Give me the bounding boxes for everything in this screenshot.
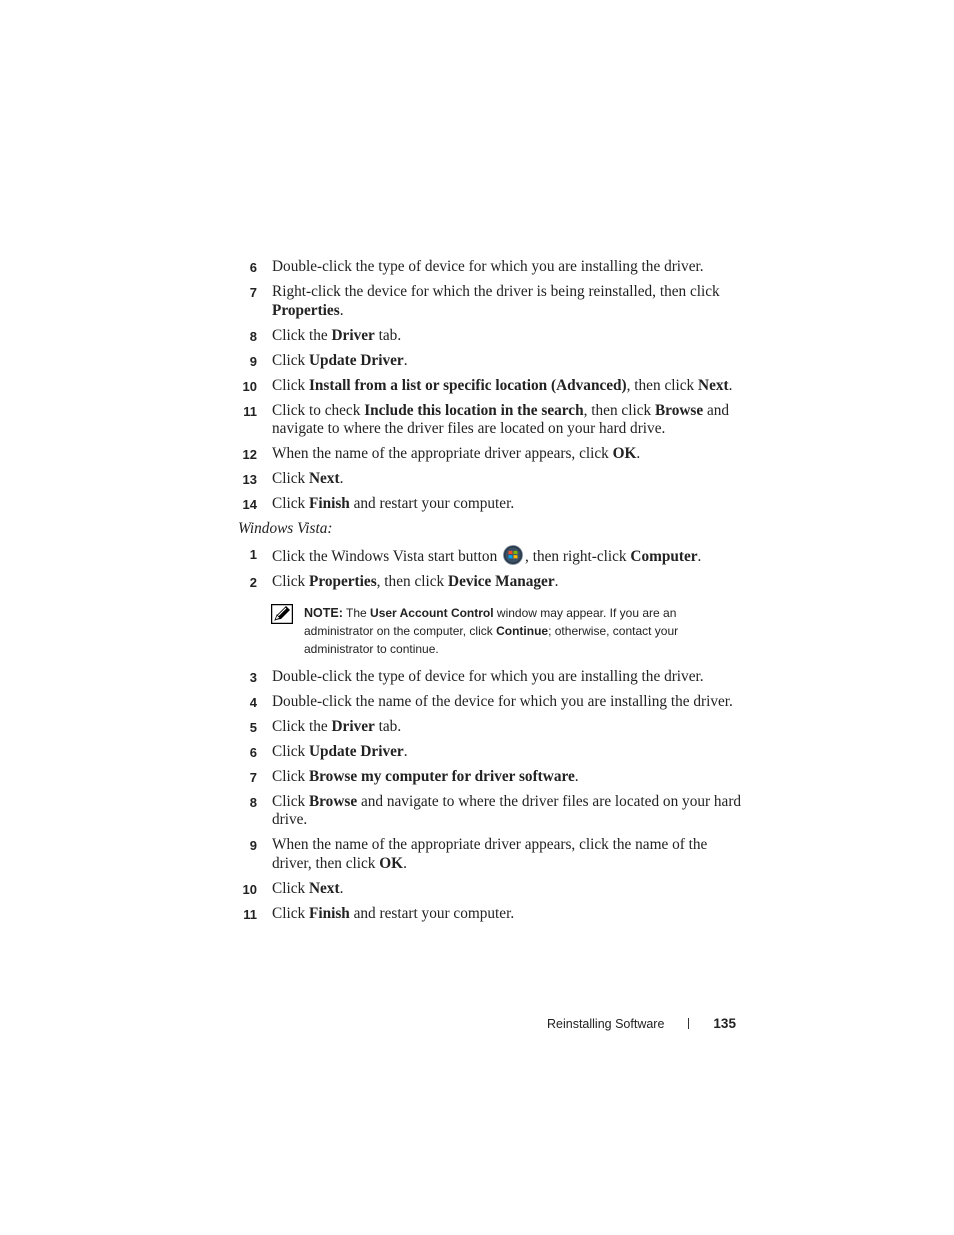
text-run: . [339,879,344,897]
text-run: , then right-click [525,548,631,565]
ui-term: Device Manager [448,573,555,590]
step-number: 5 [249,719,257,735]
vista-steps-list-2 [238,668,748,924]
xp-steps-list [238,258,748,514]
text-run: . [339,301,344,319]
ui-term: Properties [308,573,377,590]
text-run: Click [272,376,309,394]
step-number: 6 [249,260,257,275]
text-run: window may appear. If you are an administrator on the computer, click [304,605,677,638]
step-text [272,693,733,710]
step-text [272,283,720,319]
ui-term: Driver [331,717,375,735]
step-text [272,402,729,438]
text-run: . [697,548,702,565]
page-footer [547,1016,736,1031]
text-run: Click [272,767,309,785]
step-number: 10 [242,378,257,394]
ui-term: Computer [630,548,698,565]
ui-term: Browse [308,792,358,810]
text-run: . [403,742,408,760]
step-item [238,495,748,514]
note-label: NOTE: [304,605,343,620]
ui-term: Install from a list or specific location (Advanced) [308,376,627,394]
text-run: Click [272,904,309,922]
step-number: 10 [242,881,257,897]
ui-term: Update Driver [308,742,404,760]
step-item [238,743,748,762]
step-item [238,836,748,873]
step-text [272,793,741,829]
ui-term: Properties [272,301,340,319]
text-run: and navigate to where the driver files are located on your hard drive. [272,792,742,828]
text-run: . [574,767,579,785]
text-run: Click the Windows Vista start button [272,548,502,565]
step-text [272,495,514,512]
step-item [238,445,748,464]
text-run: The [342,605,371,620]
footer-divider [688,1018,689,1029]
step-item [238,693,748,712]
step-number: 8 [249,328,257,344]
text-run: Click [272,470,309,487]
text-run: and navigate to where the driver files are located on your hard drive. [272,401,730,437]
vista-steps-list-1 [238,545,748,592]
text-run: Click [272,573,309,590]
step-text [272,768,579,785]
note-box [238,604,716,658]
text-run: Click [272,351,309,369]
step-text [272,377,732,394]
text-run: Click the [272,717,332,735]
text-run: . [339,470,344,487]
text-run: , then click [583,401,655,419]
step-number: 7 [249,769,257,785]
ui-term: OK [612,445,637,462]
step-number: 11 [243,906,257,922]
step-item [238,352,748,371]
step-item [238,573,748,592]
windows-vista-subheading: Windows Vista: [238,520,333,537]
step-item [238,377,748,396]
text-run: Click to check [272,401,365,419]
ui-term: Browse [654,401,704,419]
step-text [272,548,701,565]
step-item [238,880,748,899]
text-run: When the name of the appropriate driver appears, click [272,445,613,462]
text-run: Click [272,879,309,897]
text-run: , then click [376,573,449,590]
text-run: . [403,351,408,369]
note-text [304,606,678,656]
step-number: 1 [249,547,257,562]
text-run: and restart your computer. [349,495,515,512]
step-text [272,836,707,872]
step-text [272,880,343,897]
step-text [272,327,401,344]
step-number: 12 [242,447,257,462]
ui-term: Finish [308,495,350,512]
step-number: 3 [249,669,257,685]
step-item [238,668,748,687]
windows-start-icon [503,545,523,565]
step-number: 4 [249,694,257,710]
text-run: Double-click the type of device for which you are installing the driver. [272,667,704,685]
ui-term: Next [308,879,340,897]
text-run: . [636,445,641,462]
step-text [272,258,704,275]
step-number: 8 [249,794,257,810]
ui-term: Update Driver [308,351,404,369]
ui-term: Continue [496,623,549,638]
ui-term: Next [698,376,729,394]
step-number: 14 [242,497,257,512]
step-item [238,905,748,924]
text-run: Click [272,495,309,512]
text-run: . [728,376,733,394]
step-item [238,258,748,277]
page-content [238,258,748,930]
step-text [272,668,704,685]
step-item [238,768,748,787]
step-number: 7 [249,285,257,300]
text-run: Click [272,742,309,760]
step-number: 2 [249,575,257,590]
step-item [238,545,748,567]
text-run: tab. [374,326,402,344]
step-number: 9 [249,353,257,369]
text-run: and restart your computer. [349,904,515,922]
step-text [272,352,408,369]
ui-term: Include this location in the search [364,401,584,419]
text-run: ; otherwise, contact your administrator to continue. [304,623,679,656]
ui-term: Browse my computer for driver software [308,767,575,785]
text-run: Right-click the device for which the driver is being reinstalled, then click [272,283,720,300]
text-run: Double-click the type of device for which you are installing the driver. [272,258,704,275]
step-text [272,743,408,760]
step-item [238,793,748,830]
step-number: 9 [249,838,257,853]
page-number: 135 [713,1016,736,1031]
text-run: . [403,854,407,872]
step-text [272,573,558,590]
step-text [272,445,640,462]
text-run: , then click [626,376,699,394]
note-pencil-icon [271,604,293,624]
step-text [272,470,343,487]
footer-section-title: Reinstalling Software [547,1017,665,1031]
text-run: Click the [272,326,332,344]
ui-term: OK [379,854,404,872]
step-item [238,470,748,489]
step-number: 11 [243,403,257,419]
step-item [238,718,748,737]
step-item [238,283,748,320]
ui-term: Finish [308,904,350,922]
text-run: When the name of the appropriate driver appears, click the name of the driver, then click [272,836,708,872]
step-number: 13 [242,472,257,487]
ui-term: User Account Control [370,605,494,620]
text-run: Double-click the name of the device for which you are installing the driver. [272,692,733,710]
text-run: Click [272,792,309,810]
step-item [238,327,748,346]
text-run: . [554,573,559,590]
step-text [272,905,514,922]
step-item [238,402,748,439]
step-number: 6 [249,744,257,760]
step-text [272,718,401,735]
ui-term: Next [308,470,340,487]
ui-term: Driver [331,326,375,344]
text-run: tab. [374,717,402,735]
